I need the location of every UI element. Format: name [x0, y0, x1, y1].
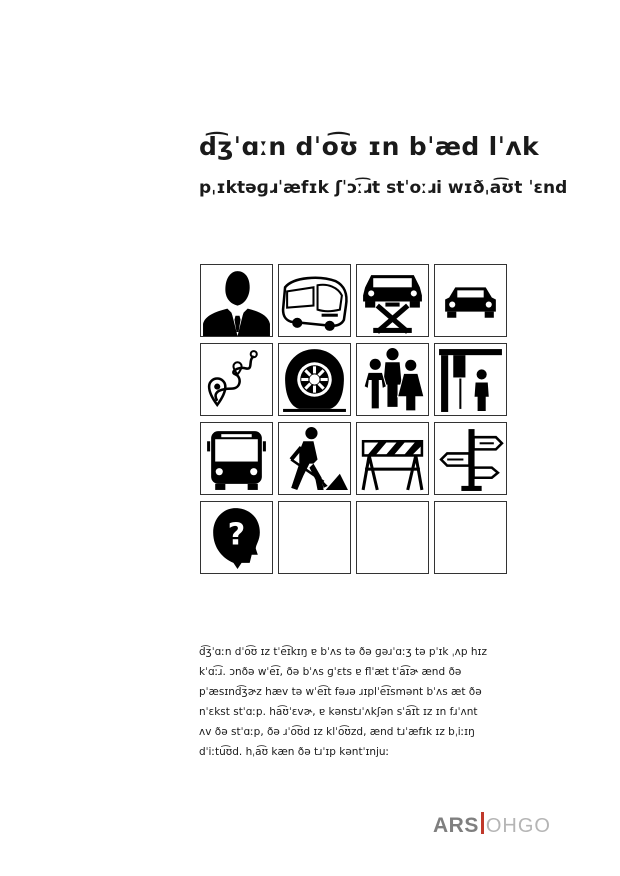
car-front-icon: [435, 265, 506, 336]
flat-tire-icon: [279, 344, 350, 415]
story-line: pˈæsɪnd͡ʒɚz hæv tə wˈe͡ɪt fəɹə ɹɪplˈe͡ɪsmənt bˈʌs æt ðə: [199, 686, 482, 698]
pictogram-cell: [200, 422, 273, 495]
city-bus-icon: [201, 423, 272, 494]
pictogram-grid: [200, 264, 508, 574]
car-on-jack-icon: [357, 265, 428, 336]
story-paragraph: [199, 642, 519, 762]
pictogram-cell: [200, 264, 273, 337]
pictogram-cell: [434, 422, 507, 495]
pictogram-cell: [200, 343, 273, 416]
story-line: nˈɛkst stˈɑːp. ha͡ʊˈɛvɚ, ɐ kənstɹˈʌkʃən sˈa͡ɪt ɪz ɪn fɹˈʌnt: [199, 706, 478, 718]
road-works-icon: [279, 423, 350, 494]
pictogram-cell: [434, 264, 507, 337]
pictogram-cell: [278, 343, 351, 416]
businessman-icon: [201, 265, 272, 336]
pictogram-cell: [434, 343, 507, 416]
page-title: d͡ʒˈɑːn dˈo͡ʊ ɪn bˈæd lˈʌk: [199, 132, 539, 161]
road-barrier-icon: [357, 423, 428, 494]
empty-cell: [434, 501, 507, 574]
route-map-icon: [201, 344, 272, 415]
pictogram-cell: [356, 264, 429, 337]
pictogram-cell: [278, 422, 351, 495]
direction-signpost-icon: [435, 423, 506, 494]
empty-cell: [278, 501, 351, 574]
page-subtitle: pˌɪktəɡɹˈæfɪk ʃˈɔː͡ɹt stˈoːɹi wɪðˌa͡ʊt ˈɛnd: [199, 178, 568, 198]
pictogram-cell: [356, 422, 429, 495]
arasaac-logo: [433, 814, 553, 838]
pictogram-cell: [278, 264, 351, 337]
bus-front-icon: [279, 265, 350, 336]
logo-separator: [481, 812, 484, 834]
group-of-people-icon: [357, 344, 428, 415]
pictogram-cell: [356, 343, 429, 416]
svg-text:?: ?: [227, 517, 246, 553]
logo-part-ars: ARS: [433, 814, 479, 837]
story-line: dˈiːtu͡ʊd. hˌa͡ʊ kæn ðə tɹˈɪp kəntˈɪnjuː: [199, 746, 390, 758]
bus-stop-icon: [435, 344, 506, 415]
head-question-icon: [201, 502, 272, 573]
empty-cell: [356, 501, 429, 574]
story-line: d͡ʒˈɑːn dˈo͡ʊ ɪz tˈe͡ɪkɪŋ ɐ bˈʌs tə ðə ɡəɹˈɑːʒ tə pˈɪk ˌʌp hɪz: [199, 646, 487, 658]
story-line: kˈɑː͡ɹ. ɔnðə wˈe͡ɪ, ðə bˈʌs ɡˈɛts ɐ flˈæt tˈa͡ɪɚ ænd ðə: [199, 666, 462, 678]
logo-part-ohgo: OHGO: [485, 814, 551, 837]
pictogram-cell: [200, 501, 273, 574]
story-line: ʌv ðə stˈɑːp, ðə ɹˈo͡ʊd ɪz klˈo͡ʊzd, ænd tɹˈæfɪk ɪz bˌiːɪŋ: [199, 726, 475, 738]
